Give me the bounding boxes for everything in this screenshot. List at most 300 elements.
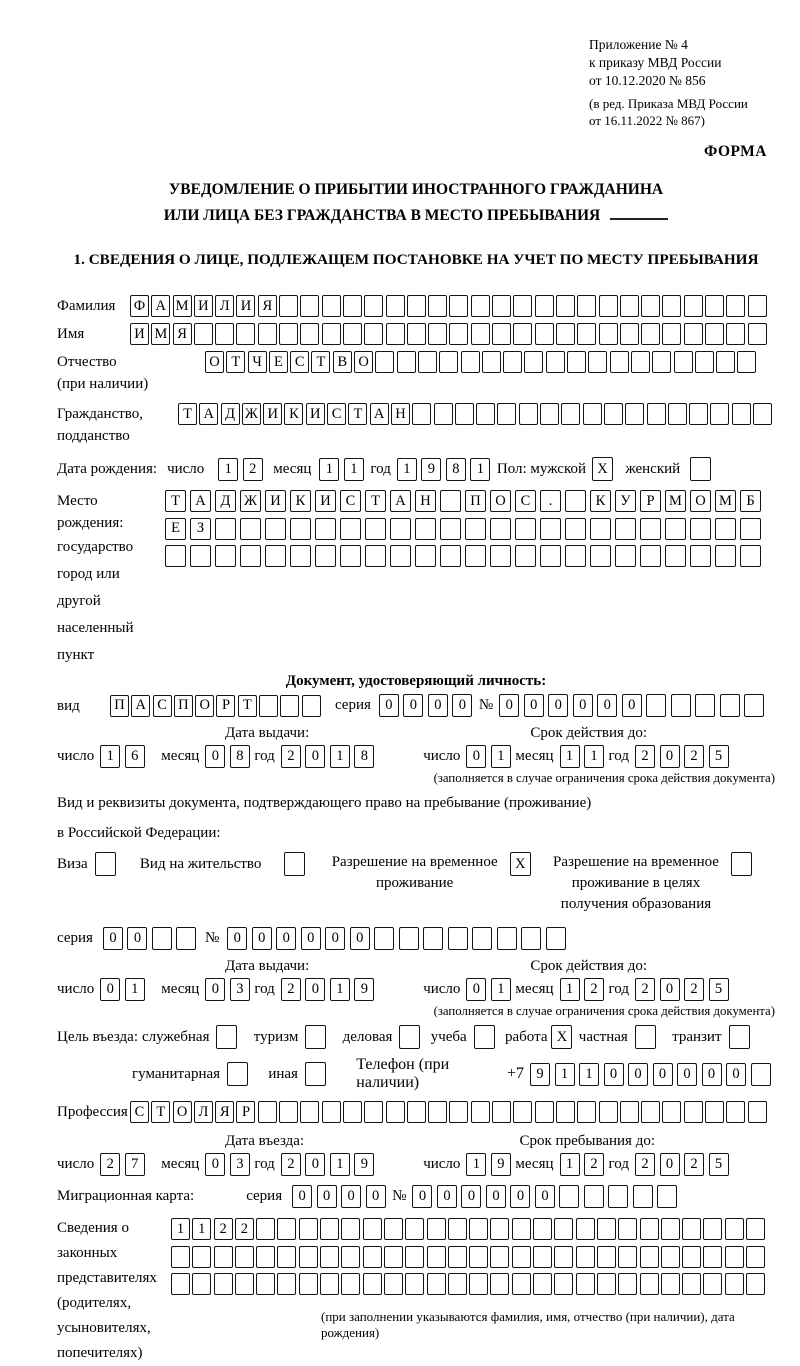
migration-number-cell[interactable] — [584, 1185, 604, 1208]
representatives-cell[interactable] — [490, 1246, 509, 1268]
doc-number-cell[interactable] — [695, 694, 715, 717]
permit-number-cell[interactable]: 0 — [325, 927, 345, 950]
profession-cell[interactable]: Т — [151, 1101, 170, 1123]
permit-number-cell[interactable]: 0 — [227, 927, 247, 950]
citizenship-cell[interactable]: И — [306, 403, 325, 425]
doc-type-cell[interactable]: П — [110, 695, 129, 717]
permit-number-cell[interactable] — [497, 927, 517, 950]
representatives-cell[interactable] — [469, 1246, 488, 1268]
representatives-cell[interactable] — [469, 1218, 488, 1240]
representatives-cell[interactable] — [618, 1218, 637, 1240]
representatives-cell[interactable] — [448, 1246, 467, 1268]
birthplace-cell[interactable]: Д — [215, 490, 236, 512]
profession-cell[interactable] — [386, 1101, 405, 1123]
birthplace-cell[interactable] — [665, 545, 686, 567]
patronymic-cell[interactable] — [567, 351, 586, 373]
permit-series-cell[interactable] — [152, 927, 172, 950]
citizenship-cell[interactable] — [497, 403, 516, 425]
representatives-cell[interactable] — [490, 1273, 509, 1295]
birthdate-day-cell[interactable]: 1 — [218, 458, 238, 481]
migration-series-cell[interactable]: 0 — [292, 1185, 312, 1208]
entry-year-cell[interactable]: 2 — [281, 1153, 301, 1176]
birthplace-cell[interactable] — [440, 490, 461, 512]
permit-number-cell[interactable] — [374, 927, 394, 950]
givenname-cell[interactable] — [599, 323, 618, 345]
representatives-cell[interactable] — [427, 1246, 446, 1268]
profession-cell[interactable] — [748, 1101, 767, 1123]
representatives-cell[interactable] — [192, 1246, 211, 1268]
representatives-cell[interactable] — [405, 1246, 424, 1268]
representatives-cell[interactable] — [341, 1246, 360, 1268]
surname-cell[interactable] — [386, 295, 405, 317]
givenname-cell[interactable] — [471, 323, 490, 345]
migration-number-cell[interactable] — [559, 1185, 579, 1208]
profession-cell[interactable] — [684, 1101, 703, 1123]
phone-cell[interactable]: 0 — [702, 1063, 722, 1086]
representatives-cell[interactable] — [427, 1273, 446, 1295]
birthplace-cell[interactable] — [690, 518, 711, 540]
representatives-cell[interactable] — [405, 1218, 424, 1240]
representatives-cell[interactable] — [320, 1246, 339, 1268]
birthplace-cell[interactable] — [540, 518, 561, 540]
representatives-cell[interactable] — [214, 1273, 233, 1295]
profession-cell[interactable] — [641, 1101, 660, 1123]
patronymic-cell[interactable]: Т — [311, 351, 330, 373]
birthplace-cell[interactable] — [165, 545, 186, 567]
givenname-cell[interactable] — [662, 323, 681, 345]
doc-issue-year-cell[interactable]: 1 — [330, 745, 350, 768]
representatives-cell[interactable] — [171, 1273, 190, 1295]
surname-cell[interactable] — [726, 295, 745, 317]
permit-issue-month-cell[interactable]: 3 — [230, 978, 250, 1001]
migration-number-cell[interactable]: 0 — [510, 1185, 530, 1208]
doc-valid-day-cell[interactable]: 0 — [466, 745, 486, 768]
permit-number-cell[interactable] — [399, 927, 419, 950]
birthplace-cell[interactable] — [465, 545, 486, 567]
givenname-cell[interactable] — [407, 323, 426, 345]
permit-issue-day-cell[interactable]: 1 — [125, 978, 145, 1001]
birthplace-cell[interactable] — [715, 518, 736, 540]
profession-cell[interactable] — [535, 1101, 554, 1123]
birthplace-cell[interactable] — [390, 545, 411, 567]
representatives-cell[interactable] — [277, 1246, 296, 1268]
birthplace-cell[interactable] — [615, 518, 636, 540]
permit-valid-day-cell[interactable]: 0 — [466, 978, 486, 1001]
citizenship-cell[interactable] — [412, 403, 431, 425]
surname-cell[interactable] — [535, 295, 554, 317]
stay-month-cell[interactable]: 1 — [560, 1153, 580, 1176]
representatives-cell[interactable] — [405, 1273, 424, 1295]
birthplace-cell[interactable] — [665, 518, 686, 540]
permit-number-cell[interactable]: 0 — [252, 927, 272, 950]
representatives-cell[interactable] — [618, 1246, 637, 1268]
birthplace-cell[interactable] — [715, 545, 736, 567]
entry-month-cell[interactable]: 3 — [230, 1153, 250, 1176]
givenname-cell[interactable] — [279, 323, 298, 345]
birthplace-cell[interactable] — [240, 545, 261, 567]
representatives-cell[interactable] — [171, 1246, 190, 1268]
representatives-cell[interactable] — [256, 1218, 275, 1240]
representatives-cell[interactable] — [576, 1246, 595, 1268]
permit-series-cell[interactable]: 0 — [127, 927, 147, 950]
phone-cell[interactable]: 1 — [579, 1063, 599, 1086]
profession-cell[interactable] — [364, 1101, 383, 1123]
birthplace-cell[interactable] — [740, 518, 761, 540]
purpose-study-checkbox[interactable] — [474, 1025, 495, 1049]
patronymic-cell[interactable]: Ч — [248, 351, 267, 373]
birthdate-year-cell[interactable]: 9 — [421, 458, 441, 481]
birthplace-cell[interactable] — [340, 518, 361, 540]
givenname-cell[interactable] — [535, 323, 554, 345]
birthdate-month-cell[interactable]: 1 — [319, 458, 339, 481]
representatives-cell[interactable] — [661, 1246, 680, 1268]
givenname-cell[interactable] — [449, 323, 468, 345]
givenname-cell[interactable] — [705, 323, 724, 345]
doc-issue-day-cell[interactable]: 6 — [125, 745, 145, 768]
purpose-official-checkbox[interactable] — [216, 1025, 237, 1049]
birthplace-cell[interactable] — [740, 545, 761, 567]
representatives-cell[interactable]: 2 — [235, 1218, 254, 1240]
doc-valid-year-cell[interactable]: 0 — [660, 745, 680, 768]
birthdate-year-cell[interactable]: 8 — [446, 458, 466, 481]
migration-number-cell[interactable] — [657, 1185, 677, 1208]
doc-number-cell[interactable]: 0 — [524, 694, 544, 717]
migration-number-cell[interactable]: 0 — [535, 1185, 555, 1208]
patronymic-cell[interactable] — [674, 351, 693, 373]
doc-valid-year-cell[interactable]: 2 — [635, 745, 655, 768]
doc-number-cell[interactable]: 0 — [597, 694, 617, 717]
representatives-cell[interactable] — [640, 1273, 659, 1295]
surname-cell[interactable] — [556, 295, 575, 317]
representatives-cell[interactable] — [384, 1273, 403, 1295]
permit-number-cell[interactable]: 0 — [301, 927, 321, 950]
representatives-cell[interactable] — [661, 1273, 680, 1295]
surname-cell[interactable] — [364, 295, 383, 317]
patronymic-cell[interactable] — [461, 351, 480, 373]
surname-cell[interactable] — [513, 295, 532, 317]
doc-issue-year-cell[interactable]: 2 — [281, 745, 301, 768]
birthplace-cell[interactable]: З — [190, 518, 211, 540]
birthplace-cell[interactable]: У — [615, 490, 636, 512]
edu-residence-checkbox[interactable] — [731, 852, 752, 876]
citizenship-cell[interactable]: С — [327, 403, 346, 425]
migration-number-cell[interactable]: 0 — [437, 1185, 457, 1208]
doc-type-cell[interactable]: П — [174, 695, 193, 717]
birthplace-cell[interactable] — [565, 490, 586, 512]
representatives-cell[interactable]: 1 — [171, 1218, 190, 1240]
citizenship-cell[interactable] — [689, 403, 708, 425]
doc-type-cell[interactable] — [259, 695, 278, 717]
permit-number-cell[interactable] — [472, 927, 492, 950]
patronymic-cell[interactable] — [482, 351, 501, 373]
representatives-cell[interactable] — [363, 1273, 382, 1295]
patronymic-cell[interactable]: Т — [226, 351, 245, 373]
representatives-cell[interactable] — [746, 1246, 765, 1268]
representatives-cell[interactable] — [235, 1246, 254, 1268]
birthplace-cell[interactable] — [540, 545, 561, 567]
doc-number-cell[interactable]: 0 — [548, 694, 568, 717]
doc-valid-day-cell[interactable]: 1 — [491, 745, 511, 768]
profession-cell[interactable]: С — [130, 1101, 149, 1123]
profession-cell[interactable] — [599, 1101, 618, 1123]
birthplace-cell[interactable] — [640, 518, 661, 540]
doc-number-cell[interactable] — [744, 694, 764, 717]
entry-month-cell[interactable]: 0 — [205, 1153, 225, 1176]
doc-series-cell[interactable]: 0 — [428, 694, 448, 717]
patronymic-cell[interactable] — [588, 351, 607, 373]
representatives-cell[interactable] — [214, 1246, 233, 1268]
permit-number-cell[interactable] — [448, 927, 468, 950]
givenname-cell[interactable] — [300, 323, 319, 345]
surname-cell[interactable] — [492, 295, 511, 317]
birthdate-day-cell[interactable]: 2 — [243, 458, 263, 481]
representatives-cell[interactable] — [746, 1273, 765, 1295]
permit-number-cell[interactable] — [423, 927, 443, 950]
doc-valid-year-cell[interactable]: 2 — [684, 745, 704, 768]
birthplace-cell[interactable]: Н — [415, 490, 436, 512]
surname-cell[interactable]: А — [151, 295, 170, 317]
entry-day-cell[interactable]: 7 — [125, 1153, 145, 1176]
givenname-cell[interactable]: М — [151, 323, 170, 345]
surname-cell[interactable] — [620, 295, 639, 317]
doc-issue-month-cell[interactable]: 0 — [205, 745, 225, 768]
birthplace-cell[interactable]: К — [290, 490, 311, 512]
entry-year-cell[interactable]: 0 — [305, 1153, 325, 1176]
permit-number-cell[interactable] — [546, 927, 566, 950]
representatives-cell[interactable] — [384, 1218, 403, 1240]
purpose-transit-checkbox[interactable] — [729, 1025, 750, 1049]
doc-valid-month-cell[interactable]: 1 — [560, 745, 580, 768]
migration-series-cell[interactable]: 0 — [341, 1185, 361, 1208]
citizenship-cell[interactable] — [647, 403, 666, 425]
permit-issue-day-cell[interactable]: 0 — [100, 978, 120, 1001]
representatives-cell[interactable] — [320, 1273, 339, 1295]
representatives-cell[interactable] — [597, 1273, 616, 1295]
stay-year-cell[interactable]: 0 — [660, 1153, 680, 1176]
representatives-cell[interactable] — [682, 1218, 701, 1240]
profession-cell[interactable] — [428, 1101, 447, 1123]
representatives-cell[interactable]: 1 — [192, 1218, 211, 1240]
doc-issue-year-cell[interactable]: 8 — [354, 745, 374, 768]
birthplace-cell[interactable] — [690, 545, 711, 567]
birthplace-cell[interactable] — [440, 518, 461, 540]
birthdate-year-cell[interactable]: 1 — [397, 458, 417, 481]
surname-cell[interactable]: И — [194, 295, 213, 317]
representatives-cell[interactable] — [299, 1273, 318, 1295]
stay-day-cell[interactable]: 9 — [491, 1153, 511, 1176]
representatives-cell[interactable] — [725, 1246, 744, 1268]
profession-cell[interactable] — [407, 1101, 426, 1123]
representatives-cell[interactable] — [576, 1218, 595, 1240]
permit-series-cell[interactable]: 0 — [103, 927, 123, 950]
migration-number-cell[interactable] — [608, 1185, 628, 1208]
representatives-cell[interactable] — [640, 1246, 659, 1268]
profession-cell[interactable] — [513, 1101, 532, 1123]
givenname-cell[interactable] — [364, 323, 383, 345]
representatives-cell[interactable] — [320, 1218, 339, 1240]
profession-cell[interactable]: Р — [236, 1101, 255, 1123]
birthplace-cell[interactable] — [415, 518, 436, 540]
birthplace-cell[interactable] — [290, 545, 311, 567]
patronymic-cell[interactable]: С — [290, 351, 309, 373]
birthplace-cell[interactable] — [465, 518, 486, 540]
purpose-tourism-checkbox[interactable] — [305, 1025, 326, 1049]
birthplace-cell[interactable]: О — [690, 490, 711, 512]
doc-issue-year-cell[interactable]: 0 — [305, 745, 325, 768]
birthplace-cell[interactable]: Е — [165, 518, 186, 540]
representatives-cell[interactable] — [427, 1218, 446, 1240]
citizenship-cell[interactable] — [476, 403, 495, 425]
permit-issue-year-cell[interactable]: 2 — [281, 978, 301, 1001]
representatives-cell[interactable] — [277, 1218, 296, 1240]
surname-cell[interactable] — [322, 295, 341, 317]
doc-series-cell[interactable]: 0 — [452, 694, 472, 717]
citizenship-cell[interactable] — [604, 403, 623, 425]
birthplace-cell[interactable]: И — [265, 490, 286, 512]
profession-cell[interactable] — [556, 1101, 575, 1123]
representatives-cell[interactable] — [363, 1246, 382, 1268]
representatives-cell[interactable] — [256, 1273, 275, 1295]
entry-year-cell[interactable]: 1 — [330, 1153, 350, 1176]
entry-day-cell[interactable]: 2 — [100, 1153, 120, 1176]
birthplace-cell[interactable] — [265, 545, 286, 567]
birthplace-cell[interactable] — [590, 518, 611, 540]
birthplace-cell[interactable]: Б — [740, 490, 761, 512]
patronymic-cell[interactable] — [397, 351, 416, 373]
profession-cell[interactable] — [492, 1101, 511, 1123]
purpose-private-checkbox[interactable] — [635, 1025, 656, 1049]
citizenship-cell[interactable] — [625, 403, 644, 425]
citizenship-cell[interactable] — [583, 403, 602, 425]
permit-issue-month-cell[interactable]: 0 — [205, 978, 225, 1001]
birthdate-month-cell[interactable]: 1 — [344, 458, 364, 481]
doc-type-cell[interactable]: А — [131, 695, 150, 717]
migration-number-cell[interactable]: 0 — [461, 1185, 481, 1208]
representatives-cell[interactable] — [512, 1218, 531, 1240]
temp-residence-checkbox[interactable]: X — [510, 852, 531, 876]
representatives-cell[interactable] — [576, 1273, 595, 1295]
doc-number-cell[interactable]: 0 — [573, 694, 593, 717]
sex-female-checkbox[interactable] — [690, 457, 711, 481]
patronymic-cell[interactable] — [631, 351, 650, 373]
surname-cell[interactable] — [748, 295, 767, 317]
representatives-cell[interactable] — [490, 1218, 509, 1240]
representatives-cell[interactable] — [384, 1246, 403, 1268]
permit-issue-year-cell[interactable]: 1 — [330, 978, 350, 1001]
birthplace-cell[interactable]: А — [190, 490, 211, 512]
doc-number-cell[interactable] — [720, 694, 740, 717]
citizenship-cell[interactable]: А — [370, 403, 389, 425]
givenname-cell[interactable] — [556, 323, 575, 345]
citizenship-cell[interactable] — [668, 403, 687, 425]
representatives-cell[interactable] — [682, 1273, 701, 1295]
birthplace-cell[interactable] — [515, 518, 536, 540]
representatives-cell[interactable] — [597, 1246, 616, 1268]
doc-type-cell[interactable]: Т — [238, 695, 257, 717]
doc-number-cell[interactable]: 0 — [499, 694, 519, 717]
doc-number-cell[interactable] — [646, 694, 666, 717]
representatives-cell[interactable] — [448, 1218, 467, 1240]
birthplace-cell[interactable] — [490, 518, 511, 540]
birthplace-cell[interactable] — [515, 545, 536, 567]
citizenship-cell[interactable]: А — [199, 403, 218, 425]
representatives-cell[interactable] — [192, 1273, 211, 1295]
birthplace-cell[interactable] — [215, 518, 236, 540]
migration-number-cell[interactable]: 0 — [486, 1185, 506, 1208]
representatives-cell[interactable] — [554, 1246, 573, 1268]
birthplace-cell[interactable] — [240, 518, 261, 540]
entry-year-cell[interactable]: 9 — [354, 1153, 374, 1176]
permit-series-cell[interactable] — [176, 927, 196, 950]
birthplace-cell[interactable]: Т — [365, 490, 386, 512]
representatives-cell[interactable] — [512, 1273, 531, 1295]
birthplace-cell[interactable]: С — [340, 490, 361, 512]
birthplace-cell[interactable]: П — [465, 490, 486, 512]
stay-day-cell[interactable]: 1 — [466, 1153, 486, 1176]
representatives-cell[interactable] — [299, 1218, 318, 1240]
profession-cell[interactable] — [577, 1101, 596, 1123]
representatives-cell[interactable] — [618, 1273, 637, 1295]
patronymic-cell[interactable] — [610, 351, 629, 373]
representatives-cell[interactable] — [363, 1218, 382, 1240]
givenname-cell[interactable] — [258, 323, 277, 345]
birthplace-cell[interactable]: Т — [165, 490, 186, 512]
citizenship-cell[interactable]: Т — [178, 403, 197, 425]
profession-cell[interactable]: О — [173, 1101, 192, 1123]
permit-number-cell[interactable]: 0 — [276, 927, 296, 950]
birthplace-cell[interactable]: . — [540, 490, 561, 512]
permit-number-cell[interactable] — [521, 927, 541, 950]
birthplace-cell[interactable] — [640, 545, 661, 567]
migration-series-cell[interactable]: 0 — [366, 1185, 386, 1208]
representatives-cell[interactable] — [746, 1218, 765, 1240]
phone-cell[interactable]: 9 — [530, 1063, 550, 1086]
surname-cell[interactable] — [343, 295, 362, 317]
surname-cell[interactable] — [662, 295, 681, 317]
birthplace-cell[interactable]: М — [715, 490, 736, 512]
representatives-cell[interactable] — [448, 1273, 467, 1295]
givenname-cell[interactable] — [684, 323, 703, 345]
patronymic-cell[interactable]: В — [333, 351, 352, 373]
birthplace-cell[interactable]: И — [315, 490, 336, 512]
migration-series-cell[interactable]: 0 — [317, 1185, 337, 1208]
profession-cell[interactable] — [279, 1101, 298, 1123]
representatives-cell[interactable] — [725, 1273, 744, 1295]
phone-cell[interactable] — [751, 1063, 771, 1086]
visa-checkbox[interactable] — [95, 852, 116, 876]
givenname-cell[interactable]: Я — [173, 323, 192, 345]
birthplace-cell[interactable] — [415, 545, 436, 567]
doc-number-cell[interactable] — [671, 694, 691, 717]
stay-year-cell[interactable]: 2 — [684, 1153, 704, 1176]
representatives-cell[interactable] — [512, 1246, 531, 1268]
givenname-cell[interactable] — [620, 323, 639, 345]
phone-cell[interactable]: 0 — [677, 1063, 697, 1086]
birthplace-cell[interactable] — [390, 518, 411, 540]
doc-type-cell[interactable]: С — [153, 695, 172, 717]
givenname-cell[interactable] — [194, 323, 213, 345]
citizenship-cell[interactable] — [710, 403, 729, 425]
representatives-cell[interactable] — [469, 1273, 488, 1295]
patronymic-cell[interactable] — [439, 351, 458, 373]
permit-valid-day-cell[interactable]: 1 — [491, 978, 511, 1001]
doc-valid-month-cell[interactable]: 1 — [584, 745, 604, 768]
doc-type-cell[interactable]: Р — [216, 695, 235, 717]
permit-issue-year-cell[interactable]: 9 — [354, 978, 374, 1001]
birthplace-cell[interactable] — [190, 545, 211, 567]
birthplace-cell[interactable]: О — [490, 490, 511, 512]
profession-cell[interactable] — [471, 1101, 490, 1123]
